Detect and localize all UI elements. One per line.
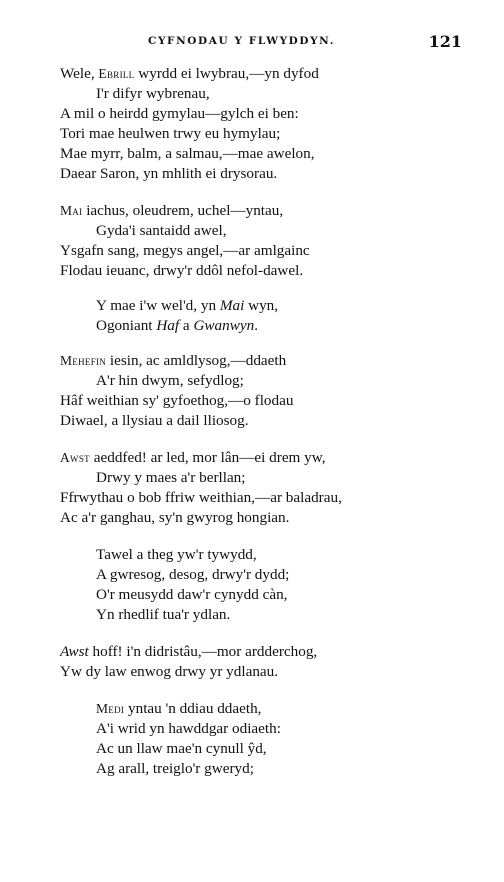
month-name: Ebrill [98, 66, 135, 81]
verse-line [60, 448, 480, 468]
month-name: Mehefin [60, 353, 107, 368]
verse-line: Drwy y maes a'r berllan; [96, 469, 246, 486]
page-number: 121 [428, 32, 462, 51]
stanza-break [60, 625, 480, 642]
verse-line: Ag arall, treiglo'r gweryd; [96, 760, 254, 777]
stanza-break [60, 336, 480, 351]
verse-line: O'r meusydd daw'r cynydd càn, [96, 586, 288, 603]
running-head [0, 32, 504, 52]
verse-line [60, 296, 480, 316]
verse-line: A'i wrid yn hawddgar odiaeth: [96, 720, 281, 737]
verse-text: hoff! i'n didristâu,—mor ardderchog, [88, 643, 318, 660]
verse-text: iesin, ac amldlysog,—ddaeth [106, 352, 287, 369]
month-name: Awst [60, 450, 90, 465]
running-title: CYFNODAU Y FLWYDDYN. [148, 35, 335, 47]
verse-line: Gyda'i santaidd awel, [96, 222, 227, 239]
verse-line [60, 642, 480, 662]
italic-word: Awst [60, 643, 89, 660]
stanza-break [60, 184, 480, 201]
stanza-break [60, 281, 480, 296]
verse-line: Hâf weithian sy' gyfoethog,—o flodau [60, 392, 294, 409]
verse-text: Wele, [60, 65, 99, 82]
verse-line: A'r hin dwym, sefydlog; [96, 372, 244, 389]
verse-line [60, 201, 480, 221]
verse-line: I'r difyr wybrenau, [96, 85, 210, 102]
verse-line: Ac a'r ganghau, sy'n gwyrog hongian. [60, 509, 290, 526]
verse-line: Tori mae heulwen trwy eu hymylau; [60, 125, 281, 142]
month-name: Medi [96, 701, 125, 716]
verse-text: a [179, 317, 194, 334]
verse-line [60, 316, 480, 336]
verse-text: yntau 'n ddiau ddaeth, [124, 700, 262, 717]
verse-line: Ac un llaw mae'n cynull ŷd, [96, 740, 267, 757]
verse-line [60, 64, 480, 84]
poem-body [60, 64, 480, 779]
verse-line: Tawel a theg yw'r tywydd, [96, 546, 257, 563]
month-name: Mai [60, 203, 83, 218]
verse-line: Ffrwythau o bob ffriw weithian,—ar baladrau, [60, 489, 342, 506]
verse-text: iachus, oleudrem, uchel—yntau, [82, 202, 284, 219]
verse-text: Y mae i'w wel'd, yn [96, 297, 220, 314]
verse-line: Diwael, a llysiau a dail lliosog. [60, 412, 249, 429]
verse-line: Flodau ieuanc, drwy'r ddôl nefol-dawel. [60, 262, 304, 279]
verse-line: A mil o heirdd gymylau—gylch ei ben: [60, 105, 299, 122]
verse-text: . [254, 317, 258, 334]
italic-word: Mai [219, 297, 245, 314]
stanza-break [60, 431, 480, 448]
stanza-break [60, 528, 480, 545]
verse-line: Yw dy law enwog drwy yr ydlanau. [60, 663, 279, 680]
verse-line: Yn rhedlif tua'r ydlan. [96, 606, 231, 623]
verse-line [60, 699, 480, 719]
verse-line: Daear Saron, yn mhlith ei drysorau. [60, 165, 278, 182]
verse-text: Ogoniant [96, 317, 157, 334]
verse-text: wyn, [244, 297, 279, 314]
italic-word: Gwanwyn [193, 317, 255, 334]
verse-line: Ysgafn sang, megys angel,—ar amlgainc [60, 242, 310, 259]
verse-line: Mae myrr, balm, a salmau,—mae awelon, [60, 145, 315, 162]
verse-line [60, 351, 480, 371]
italic-word: Haf [156, 317, 180, 334]
verse-text: wyrdd ei lwybrau,—yn dyfod [134, 65, 319, 82]
stanza-break [60, 682, 480, 699]
verse-line: A gwresog, desog, drwy'r dydd; [96, 566, 290, 583]
verse-text: aeddfed! ar led, mor lân—ei drem yw, [89, 449, 326, 466]
